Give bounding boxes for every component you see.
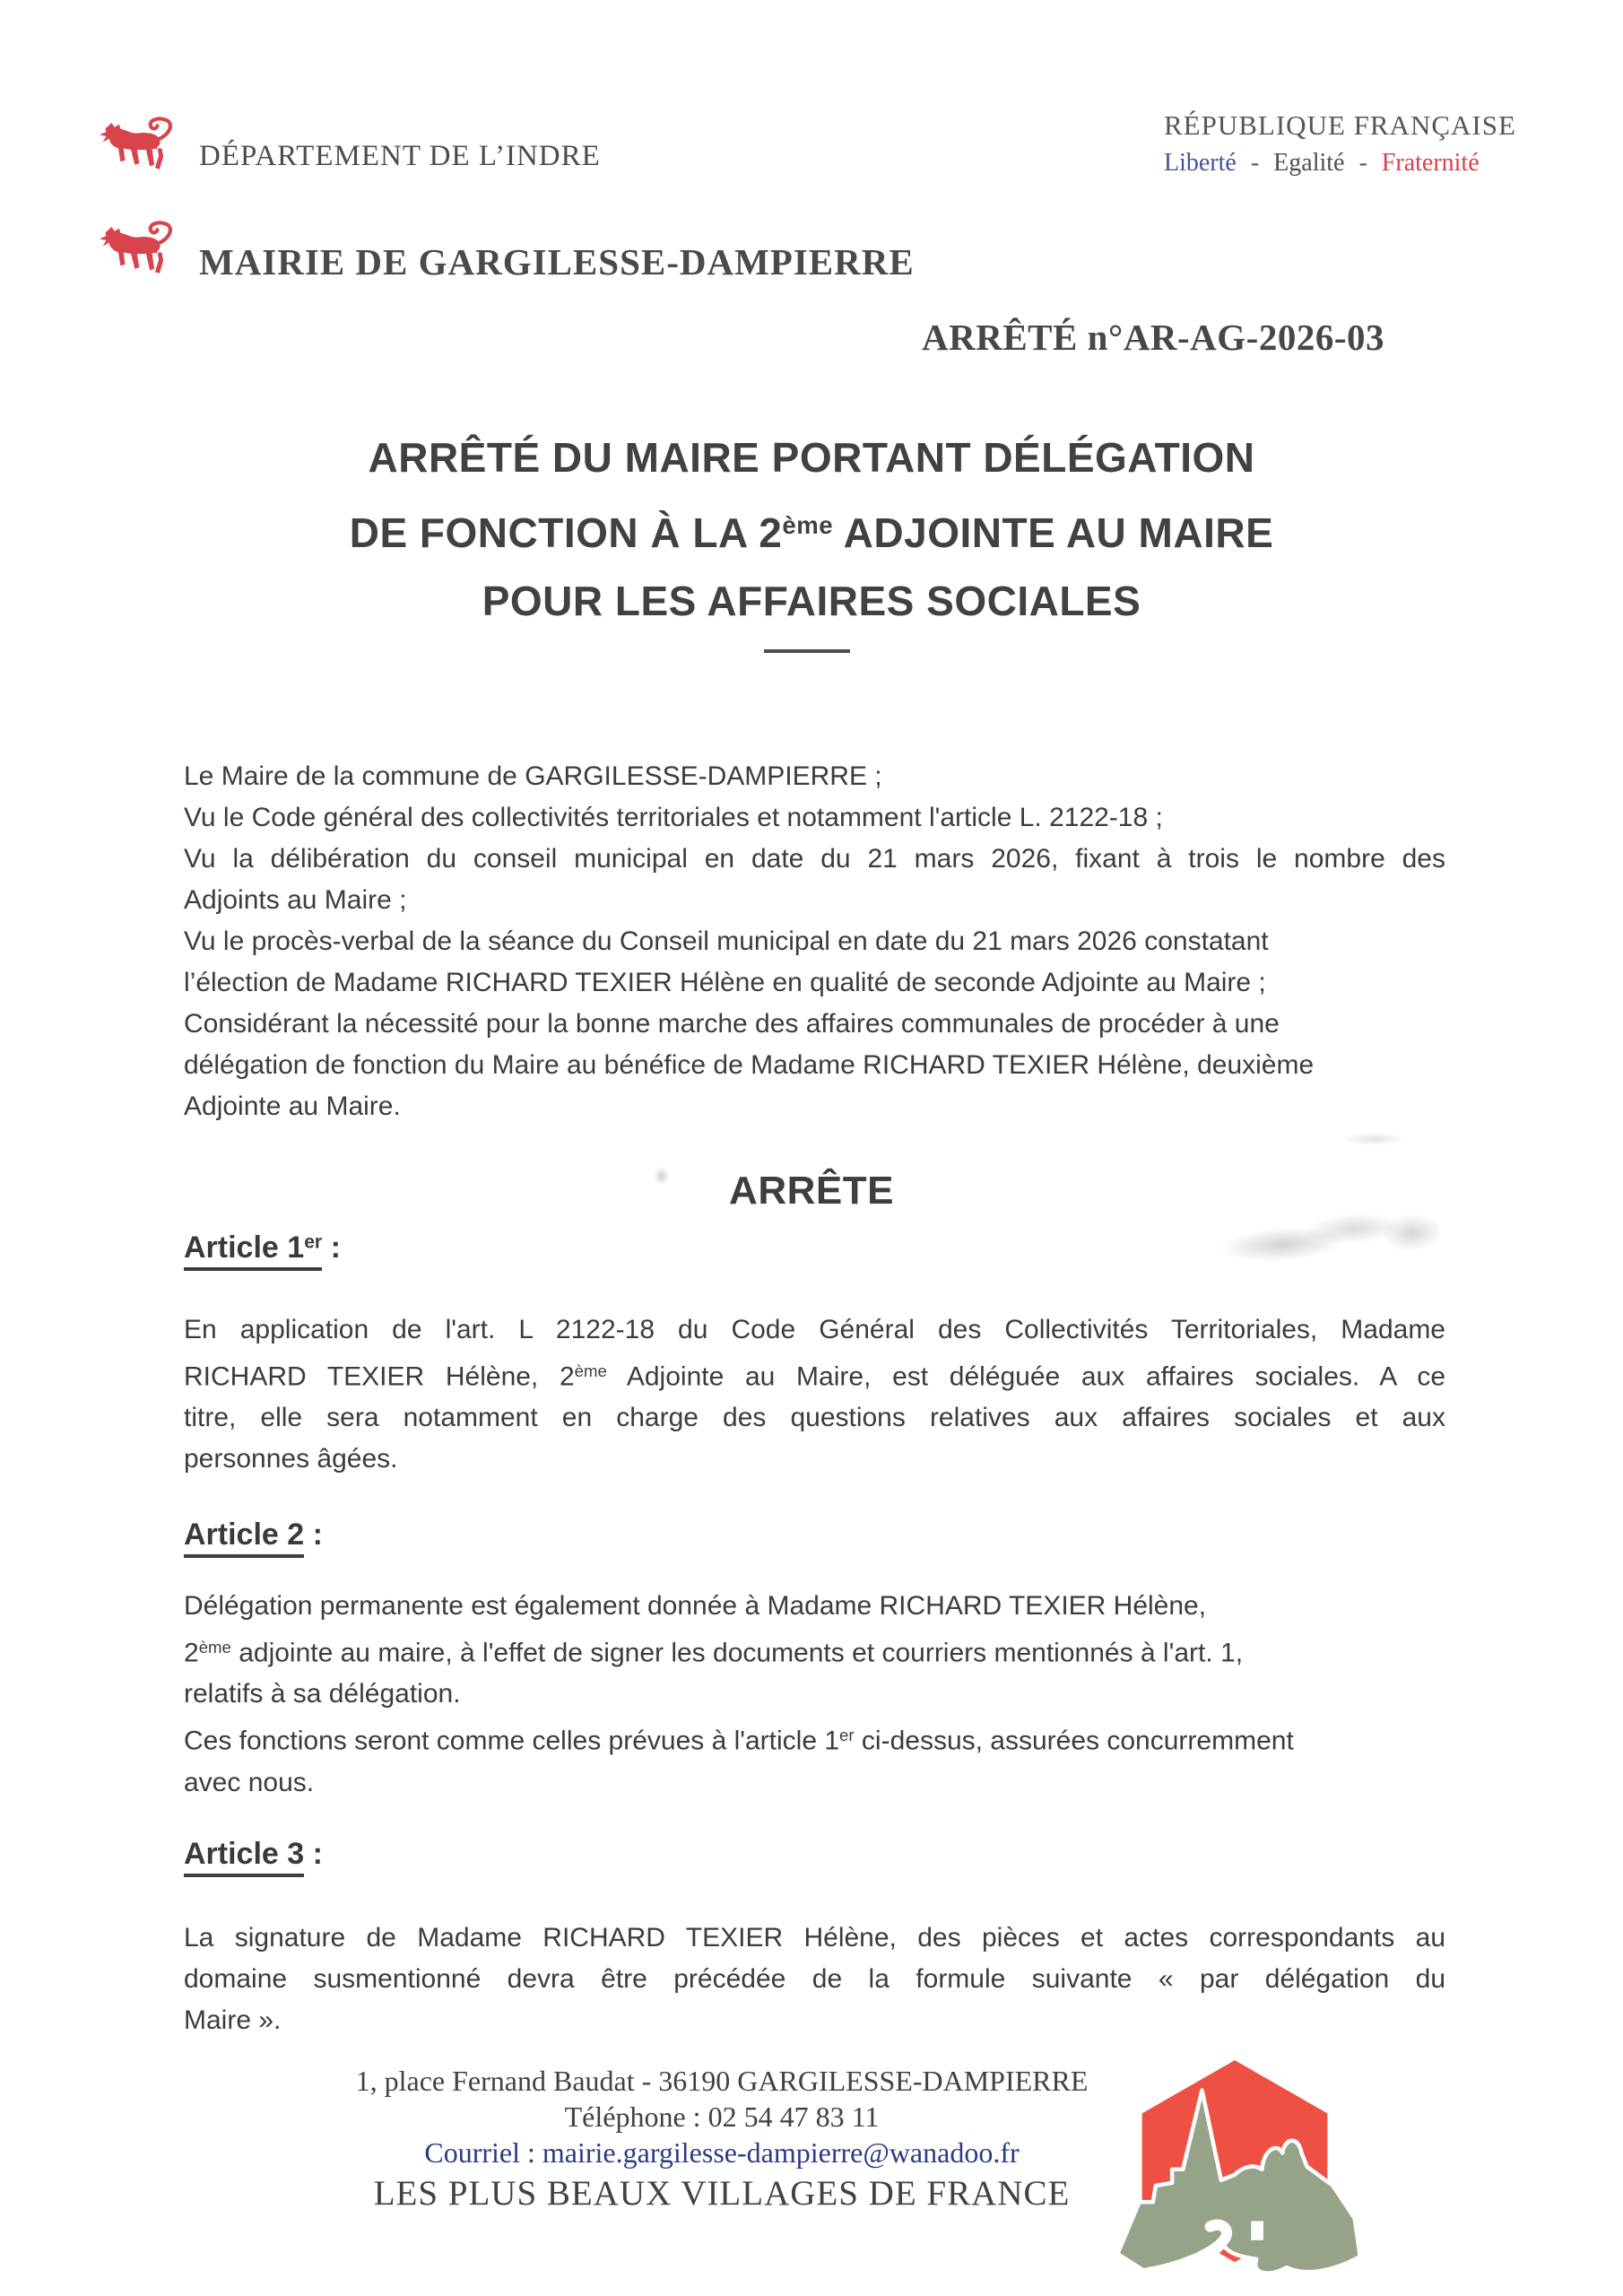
preamble-line: Considérant la nécessité pour la bonne marche des affaires communales de procéder à une — [184, 1009, 1280, 1039]
article2-body — [184, 1586, 1445, 1804]
article1-line: titre, elle sera notamment en charge des questions relatives aux affaires sociales et aux — [184, 1403, 1445, 1433]
footer-slogan: LES PLUS BEAUX VILLAGES DE FRANCE — [373, 2174, 1071, 2213]
footer-phone: Téléphone : 02 54 47 83 11 — [564, 2100, 880, 2133]
superscript: er — [839, 1726, 855, 1745]
decree-title — [0, 423, 1623, 635]
preamble-line: délégation de fonction du Maire au bénéfice de Madame RICHARD TEXIER Hélène, deuxième — [184, 1050, 1315, 1080]
article1-line: personnes âgées. — [184, 1444, 398, 1474]
article3-line: Maire ». — [184, 2005, 282, 2035]
superscript: ème — [574, 1361, 607, 1380]
superscript: ème — [198, 1638, 231, 1657]
preamble-line: Vu le procès-verbal de la séance du Conseil municipal en date du 21 mars 2026 constatant — [184, 926, 1269, 956]
motto-dash: - — [1250, 149, 1260, 177]
egalite-label: Egalité — [1273, 149, 1345, 177]
fraternite-label: Fraternité — [1381, 149, 1480, 177]
footer-email: Courriel : mairie.gargilesse-dampierre@wanadoo.fr — [424, 2136, 1020, 2169]
preamble-line: l’élection de Madame RICHARD TEXIER Hélène en qualité de seconde Adjointe au Maire ; — [184, 968, 1266, 997]
article1-heading: Article 1er : — [184, 1231, 341, 1271]
decree-title-line3: POUR LES AFFAIRES SOCIALES — [482, 578, 1141, 625]
motto-dash: - — [1358, 149, 1367, 177]
article2-line: relatifs à sa délégation. — [184, 1679, 461, 1709]
article1-body — [184, 1309, 1445, 1480]
preamble-line: Le Maire de la commune de GARGILESSE-DAMPIERRE ; — [184, 761, 882, 791]
preamble-line: Adjointe au Maire. — [184, 1091, 401, 1121]
preamble — [184, 756, 1445, 1127]
article3-heading: Article 3 : — [184, 1837, 323, 1877]
arrete-heading: ARRÊTE — [729, 1169, 894, 1213]
republique-label: RÉPUBLIQUE FRANÇAISE — [1164, 109, 1516, 141]
article2-heading: Article 2 : — [184, 1518, 323, 1558]
article3-line: La signature de Madame RICHARD TEXIER Hélène, des pièces et actes correspondants au — [184, 1923, 1445, 1952]
scan-smudge — [1325, 1132, 1424, 1146]
national-motto — [1164, 149, 1516, 178]
indre-lion-icon — [95, 111, 178, 179]
article3-body — [184, 1918, 1445, 2041]
preamble-line: Vu le Code général des collectivités territoriales et notamment l'article L. 2122-18 ; — [184, 803, 1163, 832]
department-label: DÉPARTEMENT DE L’INDRE — [199, 140, 601, 172]
plus-beaux-villages-logo-icon — [1096, 2052, 1374, 2291]
article3-line: domaine susmentionné devra être précédée de la formule suivante « par délégation du — [184, 1964, 1445, 1994]
article2-line: Délégation permanente est également donnée à Madame RICHARD TEXIER Hélène, — [184, 1591, 1207, 1621]
superscript: ème — [782, 511, 834, 539]
mairie-label: MAIRIE DE GARGILESSE-DAMPIERRE — [199, 241, 915, 283]
decree-title-line2: DE FONCTION À LA 2ème ADJOINTE AU MAIRE — [349, 509, 1274, 557]
preamble-line: Adjoints au Maire ; — [184, 885, 407, 915]
republique-block — [1164, 109, 1516, 178]
article1-line: En application de l'art. L 2122-18 du Code Général des Collectivités Territoriales, Madame — [184, 1315, 1445, 1344]
article2-line: Ces fonctions seront comme celles prévues à l'article 1er ci-dessus, assurées concurremment — [184, 1726, 1294, 1756]
decree-title-line1: ARRÊTÉ DU MAIRE PORTANT DÉLÉGATION — [368, 434, 1255, 481]
superscript: er — [304, 1231, 323, 1253]
liberte-label: Liberté — [1164, 149, 1237, 177]
article1-line: RICHARD TEXIER Hélène, 2ème Adjointe au Maire, est déléguée aux affaires sociales. A ce — [184, 1361, 1445, 1392]
footer-address: 1, place Fernand Baudat - 36190 GARGILESSE-DAMPIERRE — [355, 2065, 1089, 2097]
article2-line: 2ème adjointe au maire, à l'effet de signer les documents et courriers mentionnés à l'art. 1, — [184, 1638, 1244, 1668]
title-divider — [764, 649, 850, 653]
decree-number: ARRÊTÉ n°AR-AG-2026-03 — [922, 317, 1384, 358]
preamble-line: Vu la délibération du conseil municipal en date du 21 mars 2026, fixant à trois le nombre des — [184, 844, 1445, 874]
article2-line: avec nous. — [184, 1767, 315, 1797]
indre-lion-icon — [95, 215, 178, 283]
